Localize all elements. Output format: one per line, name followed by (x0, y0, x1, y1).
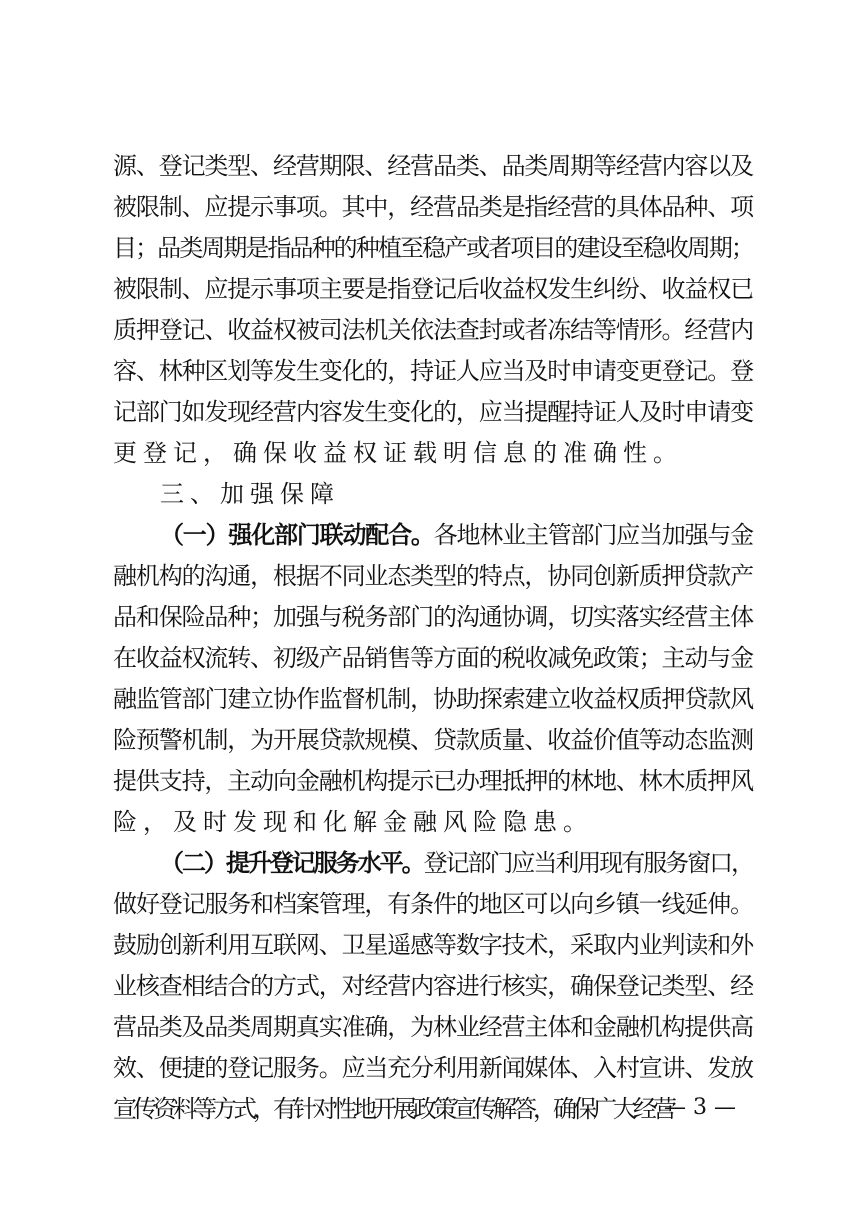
body-line: 险，及时发现和化解金融风险隐患。 (113, 808, 593, 836)
body-line: 更登记，确保收益权证载明信息的准确性。 (113, 439, 683, 467)
body-text: 登记部门应当利用现有服务窗口， (423, 849, 754, 877)
body-line: 被限制、应提示事项主要是指登记后收益权发生纠纷、收益权已 (113, 275, 753, 303)
subsection-2-first-line (160, 845, 753, 881)
body-text: 各地林业主管部门应当加强与金 (433, 521, 753, 549)
body-line: 融监管部门建立协作监督机制，协助探索建立收益权质押贷款风 (113, 685, 753, 713)
body-line: 记部门如发现经营内容发生变化的，应当提醒持证人及时申请变 (113, 398, 753, 426)
page-number: — 3 — (664, 1095, 736, 1120)
subsection-1-first-line (160, 517, 753, 553)
body-line: 宣传资料等方式，有针对性地开展政策宣传解答，确保广大经营 (113, 1095, 673, 1123)
section-heading: 三、加强保障 (160, 480, 340, 508)
body-line: 容、林种区划等发生变化的，持证人应当及时申请变更登记。登 (113, 357, 753, 385)
body-line: 险预警机制，为开展贷款规模、贷款质量、收益价值等动态监测 (113, 726, 753, 754)
subsection-1-heading: （一）强化部门联动配合。 (160, 520, 434, 549)
body-line: 被限制、应提示事项。其中，经营品类是指经营的具体品种、项 (113, 193, 753, 221)
body-line: 融机构的沟通，根据不同业态类型的特点，协同创新质押贷款产 (113, 562, 753, 590)
body-line: 目；品类周期是指品种的种植至稳产或者项目的建设至稳收周期； (113, 234, 753, 262)
body-line: 鼓励创新利用互联网、卫星遥感等数字技术，采取内业判读和外 (113, 931, 753, 959)
body-line: 源、登记类型、经营期限、经营品类、品类周期等经营内容以及 (113, 152, 753, 180)
body-line: 品和保险品种；加强与税务部门的沟通协调，切实落实经营主体 (113, 603, 753, 631)
body-line: 营品类及品类周期真实准确，为林业经营主体和金融机构提供高 (113, 1013, 753, 1041)
subsection-2-heading: （二）提升登记服务水平。 (160, 848, 424, 877)
body-line: 效、便捷的登记服务。应当充分利用新闻媒体、入村宣讲、发放 (113, 1054, 753, 1082)
body-line: 提供支持，主动向金融机构提示已办理抵押的林地、林木质押风 (113, 767, 753, 795)
body-line: 业核查相结合的方式，对经营内容进行核实，确保登记类型、经 (113, 972, 753, 1000)
body-line: 在收益权流转、初级产品销售等方面的税收减免政策；主动与金 (113, 644, 753, 672)
body-line: 做好登记服务和档案管理，有条件的地区可以向乡镇一线延伸。 (113, 890, 753, 918)
body-line: 质押登记、收益权被司法机关依法查封或者冻结等情形。经营内 (113, 316, 753, 344)
